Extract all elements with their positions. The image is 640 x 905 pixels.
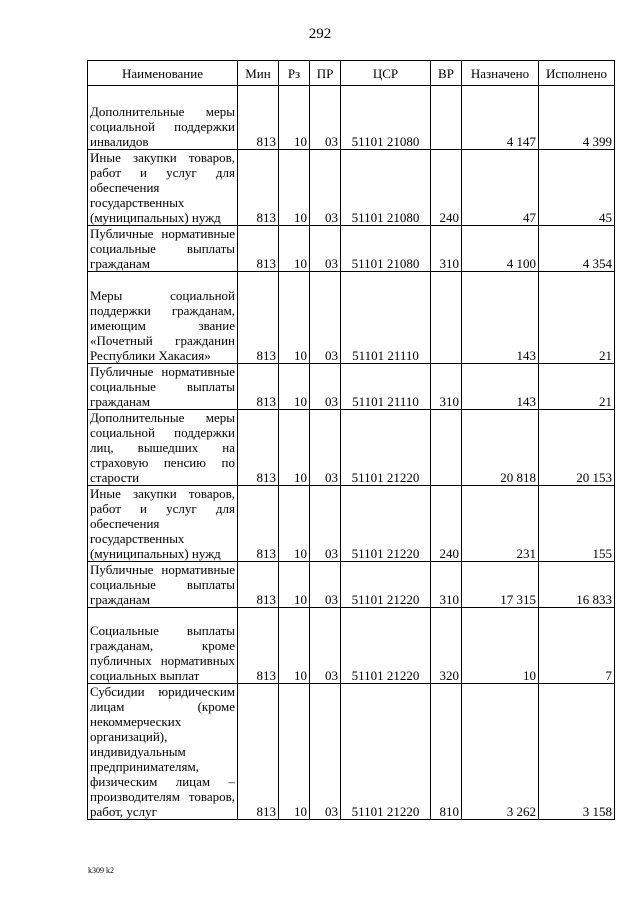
cell-min: 813	[238, 410, 279, 486]
cell-rz: 10	[279, 272, 310, 364]
cell-csr: 51101 21080	[341, 150, 431, 226]
cell-name: Субсидии юридическим лицам (кроме некоммерческих организаций), индивидуальным предпринимателям, физическим лицам – производителям товаров, работ, услуг	[88, 684, 238, 820]
footer-code: k309 k2	[88, 866, 114, 875]
header-min: Мин	[238, 61, 279, 86]
cell-min: 813	[238, 486, 279, 562]
cell-executed: 4 399	[539, 86, 615, 150]
cell-csr: 51101 21220	[341, 684, 431, 820]
cell-pr: 03	[310, 226, 341, 272]
cell-name: Дополнительные меры социальной поддержки инвалидов	[88, 86, 238, 150]
cell-executed: 45	[539, 150, 615, 226]
cell-rz: 10	[279, 410, 310, 486]
header-pr: ПР	[310, 61, 341, 86]
cell-assigned: 10	[462, 608, 539, 684]
cell-csr: 51101 21220	[341, 410, 431, 486]
cell-pr: 03	[310, 486, 341, 562]
cell-vr	[431, 86, 462, 150]
cell-rz: 10	[279, 226, 310, 272]
cell-executed: 155	[539, 486, 615, 562]
budget-table	[87, 60, 615, 820]
cell-rz: 10	[279, 486, 310, 562]
cell-pr: 03	[310, 410, 341, 486]
table-row	[88, 684, 615, 820]
table-row	[88, 86, 615, 150]
cell-executed: 21	[539, 364, 615, 410]
cell-executed: 4 354	[539, 226, 615, 272]
cell-executed: 3 158	[539, 684, 615, 820]
cell-assigned: 4 147	[462, 86, 539, 150]
table-row	[88, 608, 615, 684]
cell-vr: 320	[431, 608, 462, 684]
cell-vr: 310	[431, 364, 462, 410]
header-vr: ВР	[431, 61, 462, 86]
table-row	[88, 272, 615, 364]
cell-rz: 10	[279, 364, 310, 410]
header-csr: ЦСР	[341, 61, 431, 86]
cell-min: 813	[238, 272, 279, 364]
cell-name: Социальные выплаты гражданам, кроме публичных нормативных социальных выплат	[88, 608, 238, 684]
cell-rz: 10	[279, 150, 310, 226]
cell-min: 813	[238, 364, 279, 410]
cell-assigned: 17 315	[462, 562, 539, 608]
table-row	[88, 410, 615, 486]
cell-min: 813	[238, 562, 279, 608]
table-row	[88, 226, 615, 272]
cell-min: 813	[238, 684, 279, 820]
cell-min: 813	[238, 226, 279, 272]
cell-pr: 03	[310, 608, 341, 684]
cell-name: Иные закупки товаров, работ и услуг для обеспечения государственных (муниципальных) нужд	[88, 150, 238, 226]
cell-executed: 20 153	[539, 410, 615, 486]
cell-executed: 16 833	[539, 562, 615, 608]
cell-assigned: 4 100	[462, 226, 539, 272]
cell-min: 813	[238, 608, 279, 684]
cell-csr: 51101 21220	[341, 608, 431, 684]
header-executed: Исполнено	[539, 61, 615, 86]
cell-pr: 03	[310, 562, 341, 608]
cell-assigned: 47	[462, 150, 539, 226]
cell-csr: 51101 21110	[341, 364, 431, 410]
cell-name: Публичные нормативные социальные выплаты гражданам	[88, 364, 238, 410]
cell-assigned: 143	[462, 364, 539, 410]
cell-rz: 10	[279, 608, 310, 684]
cell-csr: 51101 21220	[341, 486, 431, 562]
cell-executed: 21	[539, 272, 615, 364]
cell-vr: 240	[431, 486, 462, 562]
cell-csr: 51101 21220	[341, 562, 431, 608]
cell-name: Дополнительные меры социальной поддержки лиц, вышедших на страховую пенсию по старости	[88, 410, 238, 486]
cell-pr: 03	[310, 684, 341, 820]
cell-pr: 03	[310, 150, 341, 226]
table-row	[88, 562, 615, 608]
cell-name: Публичные нормативные социальные выплаты гражданам	[88, 562, 238, 608]
cell-vr: 310	[431, 226, 462, 272]
cell-pr: 03	[310, 86, 341, 150]
cell-vr: 810	[431, 684, 462, 820]
cell-assigned: 20 818	[462, 410, 539, 486]
cell-vr	[431, 272, 462, 364]
cell-rz: 10	[279, 562, 310, 608]
cell-csr: 51101 21080	[341, 86, 431, 150]
cell-pr: 03	[310, 364, 341, 410]
table-body	[88, 86, 615, 820]
cell-vr: 240	[431, 150, 462, 226]
cell-csr: 51101 21110	[341, 272, 431, 364]
cell-assigned: 231	[462, 486, 539, 562]
cell-min: 813	[238, 86, 279, 150]
cell-min: 813	[238, 150, 279, 226]
cell-assigned: 143	[462, 272, 539, 364]
cell-executed: 7	[539, 608, 615, 684]
cell-vr: 310	[431, 562, 462, 608]
table-row	[88, 150, 615, 226]
cell-rz: 10	[279, 86, 310, 150]
cell-vr	[431, 410, 462, 486]
header-rz: Рз	[279, 61, 310, 86]
cell-name: Публичные нормативные социальные выплаты гражданам	[88, 226, 238, 272]
cell-rz: 10	[279, 684, 310, 820]
page-number: 292	[308, 26, 332, 42]
table-row	[88, 486, 615, 562]
table-row	[88, 364, 615, 410]
cell-csr: 51101 21080	[341, 226, 431, 272]
cell-pr: 03	[310, 272, 341, 364]
cell-name: Меры социальной поддержки гражданам, имеющим звание «Почетный гражданин Республики Хакасия»	[88, 272, 238, 364]
cell-assigned: 3 262	[462, 684, 539, 820]
cell-name: Иные закупки товаров, работ и услуг для обеспечения государственных (муниципальных) нужд	[88, 486, 238, 562]
table-header-row	[88, 61, 615, 86]
header-assigned: Назначено	[462, 61, 539, 86]
header-name: Наименование	[88, 61, 238, 86]
